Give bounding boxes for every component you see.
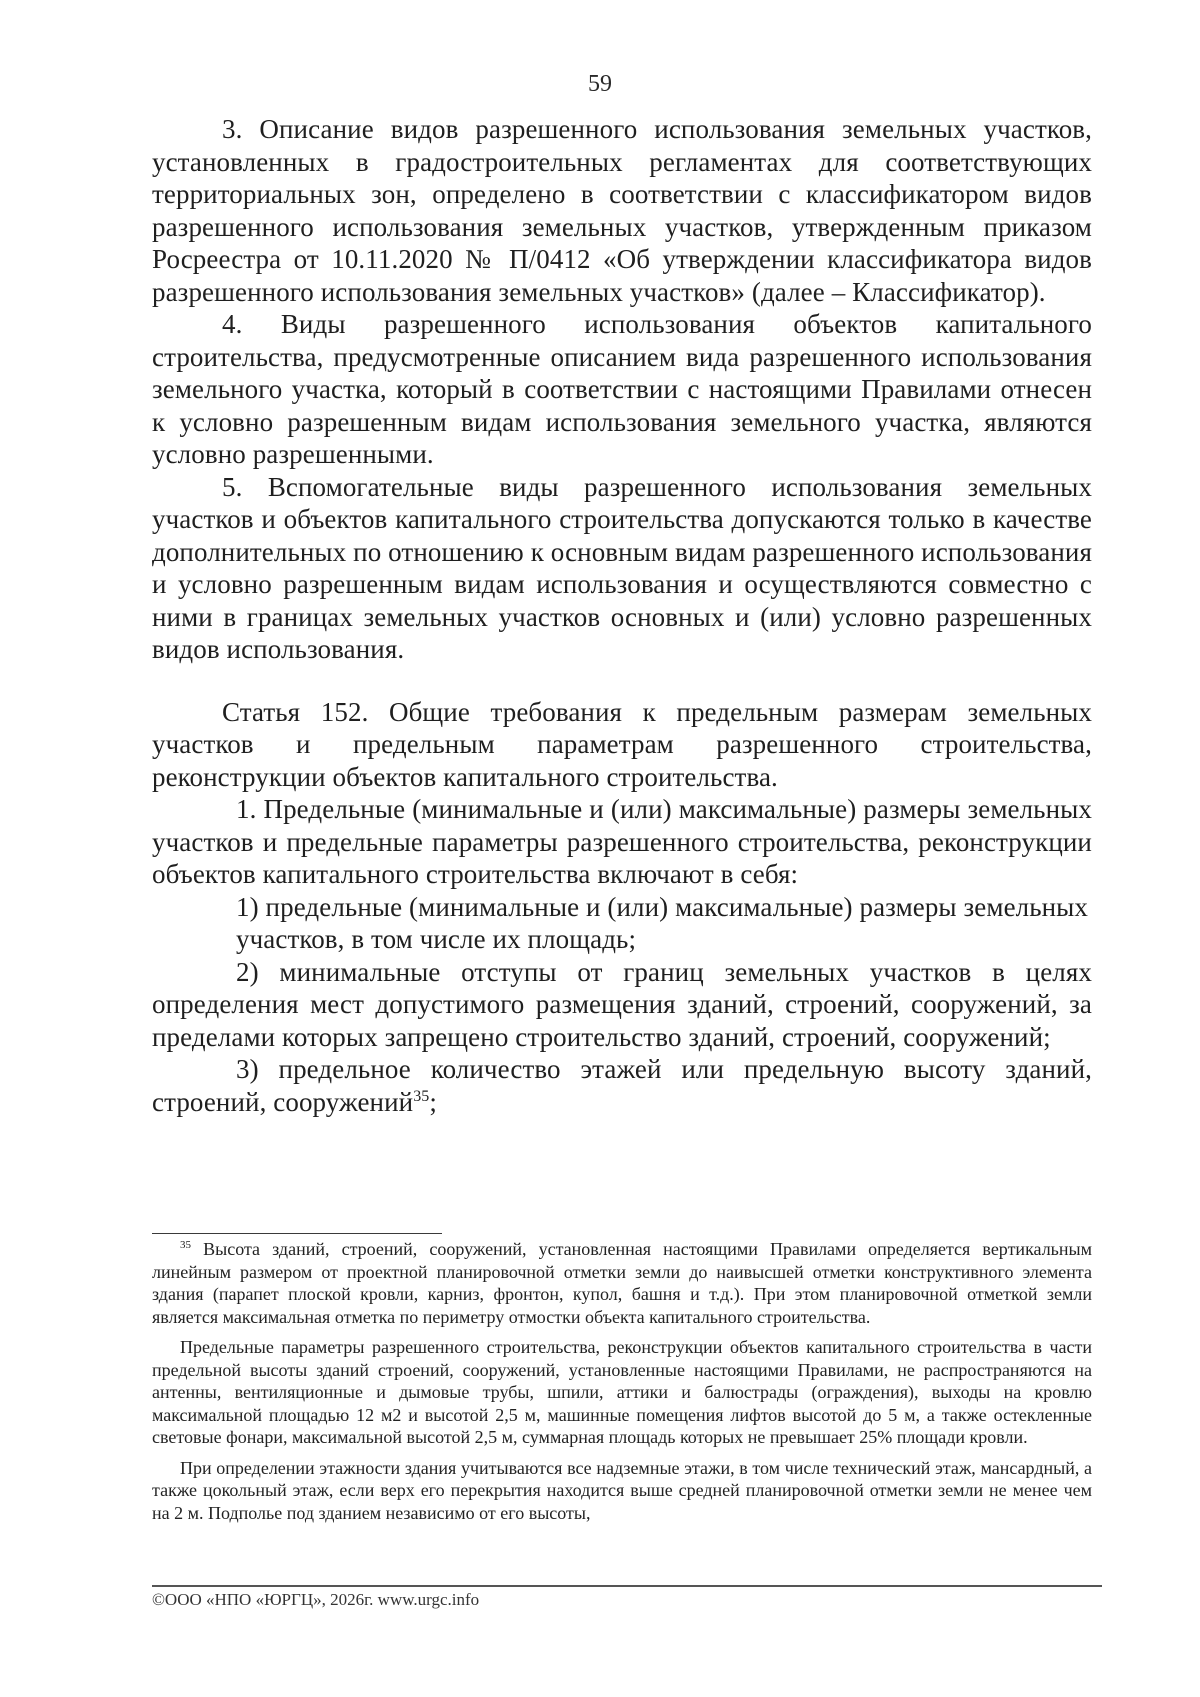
subitem-2: 2) минимальные отступы от границ земельных участков в целях определения мест допустимого размещения зданий, строений, сооружений, за пределами которых запрещено строительство зданий, строений, сооружений; [152, 956, 1092, 1052]
subitem-3-text: 3) предельное количество этажей или предельную высоту зданий, строений, сооружений [152, 1054, 1092, 1117]
subitem-3 [152, 1053, 1092, 1118]
subitem-3-end: ; [429, 1086, 437, 1117]
paragraph-4: 4. Виды разрешенного использования объектов капитального строительства, предусмотренные описанием вида разрешенного использования земельного участка, который в соответствии с настоящими Правилами отнесен к условно разрешенным видам использования земельного участка, являются условно разрешенными. [152, 309, 1092, 469]
article-point-1: 1. Предельные (минимальные и (или) максимальные) размеры земельных участков и предельные параметры разрешенного строительства, реконструкции объектов капитального строительства включают в себя: [152, 794, 1092, 889]
footer-separator [152, 1585, 1102, 1587]
footnote-marker: 35 [180, 1239, 191, 1251]
footnotes [152, 1238, 1092, 1532]
article-heading: Статья 152. Общие требования к предельным размерам земельных участков и предельным параметрам разрешенного строительства, реконструкции объектов капитального строительства. [152, 696, 1092, 792]
main-text [152, 113, 1092, 1118]
footnote-35-p1-text: Высота зданий, строений, сооружений, установленная настоящими Правилами определяется вертикальным линейным размером от проектной планировочной отметки земли до наивысшей отметки конструктивного элемента здания (парапет плоской кровли, карниз, фронтон, купол, башня и т.д.). При этом планировочной отметкой земли является максимальная отметка по периметру отмостки объекта капитального строительства. [152, 1239, 1092, 1327]
paragraph-5: 5. Вспомогательные виды разрешенного использования земельных участков и объектов капитального строительства допускаются только в качестве дополнительных по отношению к основным видам разрешенного использования и условно разрешенным видам использования и осуществляются совместно с ними в границах земельных участков основных и (или) условно разрешенных видов использования. [152, 471, 1092, 664]
footnote-reference[interactable]: 35 [413, 1087, 430, 1105]
footnote-35-p2: Предельные параметры разрешенного строительства, реконструкции объектов капитального строительства в части предельной высоты зданий строений, сооружений, установленные настоящими Правилами, не распространяются на антенны, вентиляционные и дымовые трубы, шпили, аттики и балюстрады (ограждения), выходы на кровлю максимальной площадью 12 м2 и высотой 2,5 м, машинные помещения лифтов высотой до 5 м, а также остекленные световые фонари, максимальной высотой 2,5 м, суммарная площадь которых не превышает 25% площади кровли. [152, 1337, 1092, 1447]
footer-copyright: ©ООО «НПО «ЮРГЦ», 2026г. www.urgc.info [152, 1590, 480, 1609]
page-number: 59 [588, 71, 612, 97]
footnote-35-p1 [152, 1238, 1092, 1328]
footnote-separator [152, 1233, 442, 1234]
paragraph-3: 3. Описание видов разрешенного использования земельных участков, установленных в градостроительных регламентах для соответствующих территориальных зон, определено в соответствии с классификатором видов разрешенного использования земельных участков, утвержденным приказом Росреестра от 10.11.2020 № П/0412 «Об утверждении классификатора видов разрешенного использования земельных участков» (далее – Классификатор). [152, 114, 1092, 307]
footnote-35-p3: При определении этажности здания учитываются все надземные этажи, в том числе технический этаж, мансардный, а также цокольный этаж, если верх его перекрытия находится выше средней планировочной отметки земли не менее чем на 2 м. Подполье под зданием независимо от его высоты, [152, 1457, 1092, 1523]
subitem-1: 1) предельные (минимальные и (или) максимальные) размеры земельных участков, в том числе их площадь; [236, 891, 1089, 954]
